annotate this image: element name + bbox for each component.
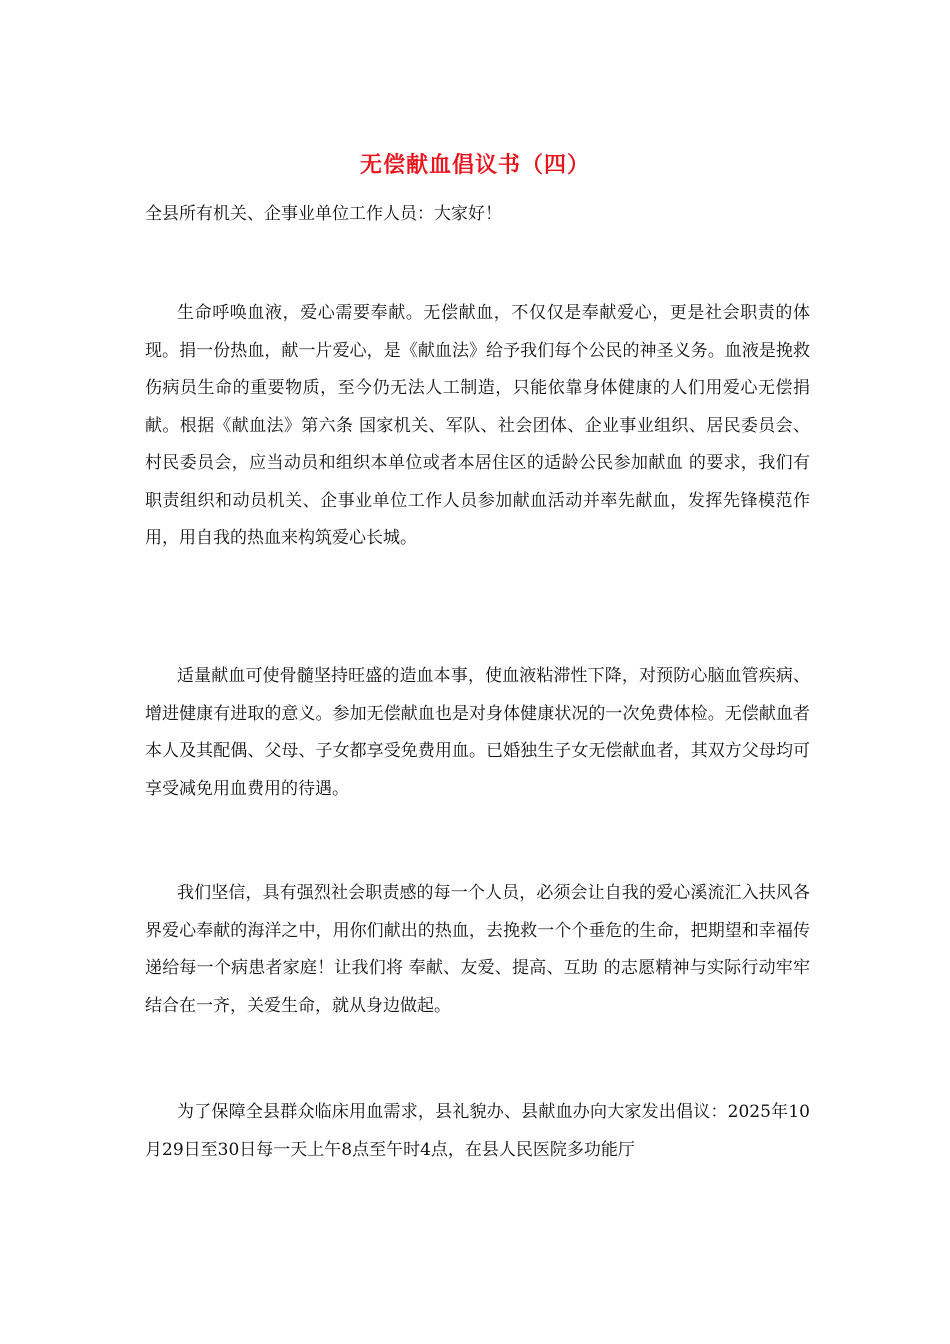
- paragraph-3: 我们坚信，具有强烈社会职责感的每一个人员，必须会让自我的爱心溪流汇入扶风各界爱心奉献的海洋之中，用你们献出的热血，去挽救一个个垂危的生命，把期望和幸福传递给每一个病患者家庭！让我们将 奉献、友爱、提高、互助 的志愿精神与实际行动牢牢结合在一齐，关爱生命，就从身边做起。: [145, 883, 810, 1016]
- paragraph-1: 生命呼唤血液，爱心需要奉献。无偿献血，不仅仅是奉献爱心，更是社会职责的体现。捐一份热血，献一片爱心，是《献血法》给予我们每个公民的神圣义务。血液是挽救伤病员生命的重要物质，至今仍无法人工制造，只能依靠身体健康的人们用爱心无偿捐献。根据《献血法》第六条 国家机关、军队、社会团体、企业事业组织、居民委员会、村民委员会，应当动员和组织本单位或者本居住区的适龄公民参加献血 的要求，我们有职责组织和动员机关、企事业单位工作人员参加献血活动并率先献血，发挥先锋模范作用，用自我的热血来构筑爱心长城。: [145, 303, 810, 548]
- document-title: 无偿献血倡议书（四）: [359, 152, 590, 178]
- paragraph-2: 适量献血可使骨髓坚持旺盛的造血本事，使血液粘滞性下降，对预防心脑血管疾病、增进健康有进取的意义。参加无偿献血也是对身体健康状况的一次免费体检。无偿献血者本人及其配偶、父母、子女都享受免费用血。已婚独生子女无偿献血者，其双方父母均可享受减免用血费用的待遇。: [145, 666, 810, 799]
- paragraph-4: 为了保障全县群众临床用血需求，县礼貌办、县献血办向大家发出倡议：2025年10月29日至30日每一天上午8点至午时4点，在县人民医院多功能厅: [145, 1102, 810, 1160]
- salutation: 全县所有机关、企事业单位工作人员：大家好！: [145, 204, 502, 224]
